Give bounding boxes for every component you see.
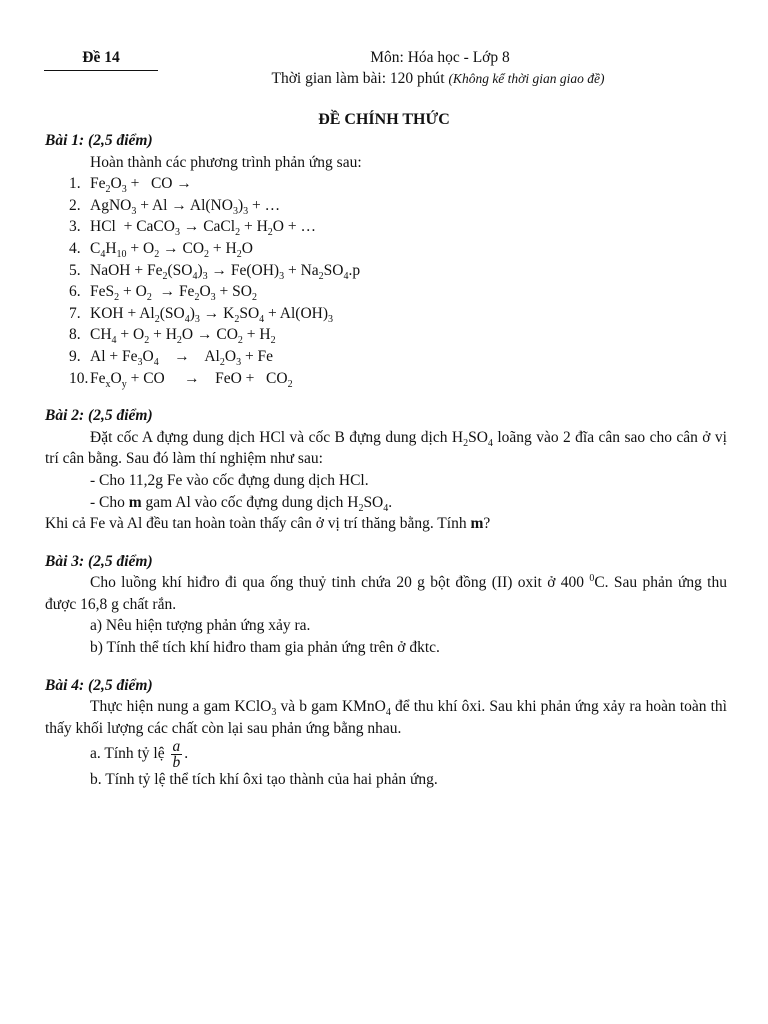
exam-content xyxy=(45,130,727,791)
question-4-intro: Thực hiện nung a gam KClO$_3$ và b gam KMnO$_4$ để thu khí ôxi. Sau khi phản ứng xảy ra hoàn toàn thì thấy khối lượng các chất còn lại sau phản ứng bằng nhau. xyxy=(45,698,727,737)
equation-7: 7. KOH + $Al_2(SO_4)_3 \to K_2SO_4 + Al(OH)_3$ xyxy=(69,304,334,325)
ratio-fraction: $\frac{a}{b}$ xyxy=(172,738,181,772)
official-title: ĐỀ CHÍNH THỨC xyxy=(318,111,450,128)
duration-line xyxy=(0,68,768,90)
question-2-step-1: - Cho 11,2g Fe vào cốc đựng dung dịch HCl. xyxy=(90,471,369,489)
equation-5: 5. NaOH + $Fe_2(SO_4)_3 \to Fe(OH)_3 + Na_2SO_4.p$ xyxy=(69,261,361,282)
equation-2: 2. AgNO$_3$ + $Al \to Al(NO_3)_3$ + … xyxy=(69,196,281,217)
equation-4: 4. $C_4H_{10} + O_2 \to CO_2 + H_2O$ xyxy=(69,239,253,261)
question-4-heading: Bài 4: (2,5 điểm) xyxy=(45,676,153,694)
duration-note: (Không kể thời gian giao đề) xyxy=(448,71,605,86)
equation-1: 1. $Fe_2O_3$ + CO → xyxy=(69,175,192,196)
question-4-part-a: a. Tính tỷ lệ $\frac{a}{b}$ . xyxy=(90,738,189,772)
question-1-heading: Bài 1: (2,5 điểm) xyxy=(45,132,153,149)
equation-9: 9. $Al + Fe_3O_4$ → $Al_2O_3 + Fe$ xyxy=(69,347,274,369)
exam-number: Đề 14 xyxy=(44,47,158,71)
equation-8: 8. $CH_4 + O_2 + H_2O \to CO_2 + H_2$ xyxy=(69,326,276,347)
question-4-part-b: b. Tính tỷ lệ thể tích khí ôxi tạo thành của hai phản ứng. xyxy=(90,771,438,789)
equation-10: 10. $Fe_xO_y$ + CO → FeO + $CO_2$ xyxy=(69,369,293,390)
question-2-step-2: - Cho m gam Al vào cốc đựng dung dịch $H_2SO_4$. xyxy=(90,493,393,514)
subject-line: Môn: Hóa học - Lớp 8 xyxy=(370,49,510,66)
question-2-heading: Bài 2: (2,5 điểm) xyxy=(45,407,153,425)
question-3-part-b: b) Tính thể tích khí hiđro tham gia phản ứng trên ở đktc. xyxy=(90,639,440,657)
equation-6: 6. $FeS_2 + O_2 \to Fe_2O_3 + SO_2$ xyxy=(69,283,257,304)
question-1-instruction: Hoàn thành các phương trình phản ứng sau: xyxy=(90,153,362,171)
question-2-intro: Đặt cốc A đựng dung dịch HCl và cốc B đựng dung dịch $H_2SO_4$ loãng vào 2 đĩa cân sao cho cân ở vị trí cân bằng. Sau đó làm thí nghiệm như sau: xyxy=(45,428,727,468)
question-3-intro: Cho luồng khí hiđro đi qua ống thuỷ tinh chứa 20 g bột đồng (II) oxit ở 400 $^0$C. Sau phản ứng thu được 16,8 g chất rắn. xyxy=(45,573,727,613)
question-3-heading: Bài 3: (2,5 điểm) xyxy=(45,552,153,570)
equation-3: 3. HCl + CaCO$_3$ → CaCl$_2$ + $H_2O$ + … xyxy=(69,218,316,239)
equation-list xyxy=(45,173,727,389)
question-2-ask: Khi cả Fe và Al đều tan hoàn toàn thấy cân ở vị trí thăng bằng. Tính m? xyxy=(45,515,491,533)
duration-text: Thời gian làm bài: 120 phút xyxy=(271,70,445,87)
question-3-part-a: a) Nêu hiện tượng phản ứng xảy ra. xyxy=(90,617,311,635)
